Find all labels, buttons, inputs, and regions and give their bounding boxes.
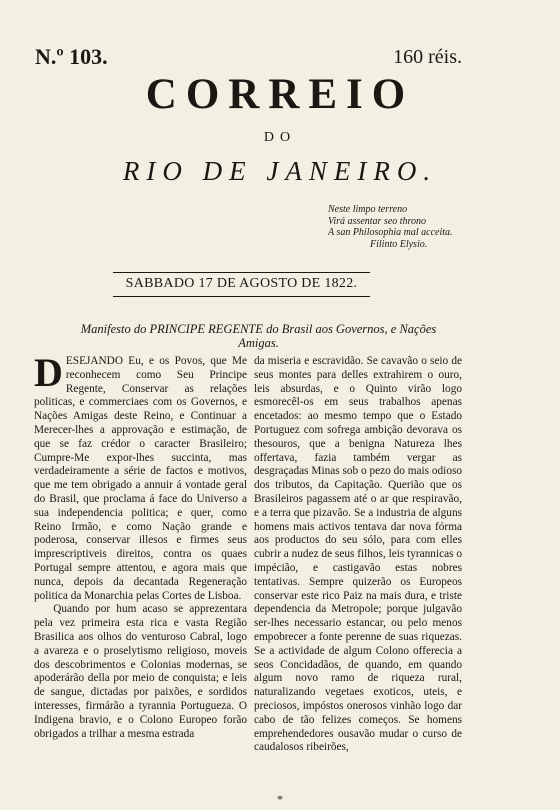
divider-rule [113, 296, 370, 297]
drop-cap: D [34, 350, 63, 395]
dateline: SABBADO 17 DE AGOSTO DE 1822. [125, 276, 358, 291]
price: 160 réis. [393, 46, 462, 68]
epigraph-line: A san Philosophia mal acceita. [328, 227, 453, 238]
newspaper-title: CORREIO [145, 71, 415, 118]
title-city: RIO DE JANEIRO. [122, 156, 438, 186]
article-paragraph: Quando por hum acaso se apprezentara pela vez primeira esta rica e vasta Região Brasilica aos olhos do venturoso Cabral, logo a avareza e o proselytismo religioso, moveis dos descobrimentos e Colonias modernas, se apoderárão della por meio de conquista; e leis de sangue, dictadas por paixões, e sordidos interesses, firmárão a tyrannia Portugueza. O Indigena bravio, e o Colono Europeo forão obrigados a trilhar a mesma estrada [34, 603, 247, 740]
text-column-left [34, 350, 247, 741]
epigraph-line: Virá assentar seo throno [328, 215, 427, 227]
article-heading: Manifesto do PRINCIPE REGENTE do Brasil aos Governos, e Nações Amigas. [80, 322, 437, 350]
text-column-right [254, 355, 462, 755]
issue-number: N.º 103. [35, 44, 108, 69]
signature-mark: * [277, 792, 283, 806]
title-connector: DO [263, 130, 297, 145]
epigraph-author: Filinto Elysio. [370, 238, 428, 250]
article-paragraph [34, 350, 247, 603]
epigraph [328, 204, 453, 250]
article-paragraph: da miseria e escravidão. Se cavavão o seio de seus montes para delles extrahirem o ouro, leis absurdas, e o Quinto virão logo esmorecêl-os em seus trabalhos apenas encetados: ao mesmo tempo que o Estado Portuguez com sofrega ambição devorava os thesouros, que a benigna Natureza lhes offertava, fazia também vergar as desgraçadas Minas sob o pezo do mais odioso dos tributos, da Capitação. Querião que os Brasileiros pagassem até o ar que respiravão, e a terra que pizavão. Se a industria de alguns homens mais activos tentava dar nova fórma aos productos do seu sólo, para com elles cubrir a nudez de seus filhos, leis tyrannicas o impécião, e castigavão estas nobres tentativas. Sempre quizerão os Europeos conservar este rico Paiz na mais dura, e triste dependencia da Metropole; porque julgavão ser-lhes necessario estancar, ou pelo menos empobrecer a fonte perenne de suas riquezas. Se a actividade de algum Colono offerecia a seos Concidadãos, de quando, em quando algum novo ramo de riqueza rural, naturalizando vegetaes exoticos, uteis, e preciosos, impóstos onerosos vinhão logo dar cabo de tão felizes começos. Se homens emprehendedores ousavão mudar o curso de caudalosos ribeirões, [254, 355, 463, 754]
divider-rule [113, 272, 370, 273]
epigraph-line: Neste limpo terreno [328, 204, 408, 215]
paragraph-text: ESEJANDO Eu, e os Povos, que Me reconhecem como Seu Principe Regente, Conservar as relações politicas, e commerciaes com os Governos, e Nações Amigas deste Reino, e Continuar a Merecer-lhes a approvação e estimação, de que se faz crédor o caracter Brasileiro; Cumpre-Me expor-lhes succinta, mas verdadeiramente a série de factos e motivos, que me tem obrigado a annuir á vontade geral do Brasil, que proclama á face do Universo a sua independencia politica; e quer, como Reino Irmão, e como Nação grande e poderosa, conservar illesos e firmes seus imprescriptiveis direitos, contra os quaes Portugal sempre attentou, e agora mais que nunca, depois da decantada Regeneração politica da Monarchia pelas Cortes de Lisboa. [34, 355, 247, 602]
